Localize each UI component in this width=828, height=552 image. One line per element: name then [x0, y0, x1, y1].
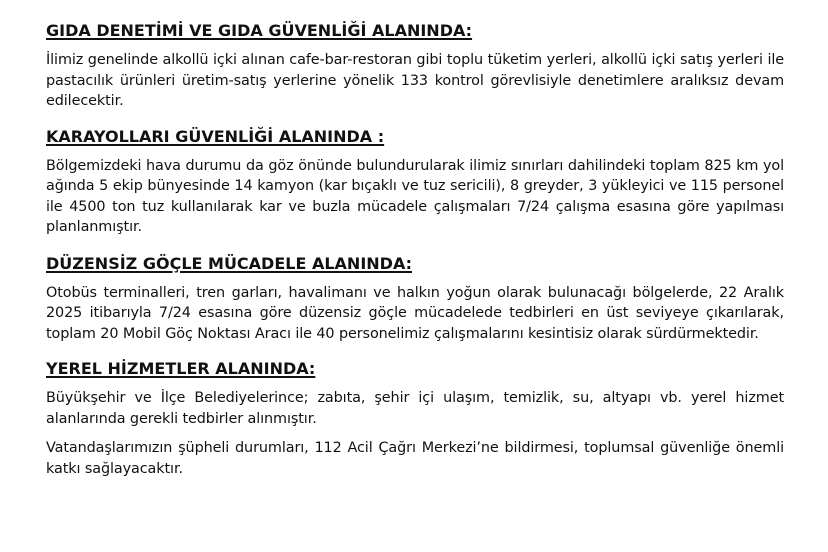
section-heading: KARAYOLLARI GÜVENLİĞİ ALANINDA :: [46, 126, 385, 146]
section-irregular-migration: [46, 253, 784, 345]
section-heading: DÜZENSİZ GÖÇLE MÜCADELE ALANINDA:: [46, 253, 413, 273]
section-heading: GIDA DENETİMİ VE GIDA GÜVENLİĞİ ALANINDA:: [46, 21, 473, 40]
section-local-services: [46, 358, 784, 479]
section-paragraph: Vatandaşlarımızın şüpheli durumları, 112 Acil Çağrı Merkezi’ne bildirmesi, toplumsal güvenliğe önemli katkı sağlayacaktır.: [46, 440, 784, 477]
section-paragraph: Büyükşehir ve İlçe Belediyelerince; zabıta, şehir içi ulaşım, temizlik, su, altyapı vb. yerel hizmet alanlarında gerekli tedbirler alınmıştır.: [46, 390, 784, 427]
section-food-safety: [46, 20, 784, 112]
section-heading: YEREL HİZMETLER ALANINDA:: [46, 359, 316, 378]
section-paragraph: İlimiz genelinde alkollü içki alınan cafe-bar-restoran gibi toplu tüketim yerleri, alkollü içki satış yerleri ile pastacılık ürünleri üretim-satış yerlerine yönelik 133 kontrol görevlisiyle denetimlere aralıksız devam edilecektir.: [46, 52, 784, 109]
section-road-safety: [46, 126, 784, 238]
section-paragraph: Otobüs terminalleri, tren garları, havalimanı ve halkın yoğun olarak bulunacağı bölgelerde, 22 Aralık 2025 itibarıyla 7/24 esasına göre düzensiz göçle mücadelede tedbirleri en üst seviyeye çıkarılarak, toplam 20 Mobil Göç Noktası Aracı ile 40 personelimiz çalışmalarını kesintisiz olarak sürdürmektedir.: [46, 284, 784, 342]
document-page: [46, 20, 784, 479]
section-paragraph: Bölgemizdeki hava durumu da göz önünde bulundurularak ilimiz sınırları dahilindeki toplam 825 km yol ağında 5 ekip bünyesinde 14 kamyon (kar bıçaklı ve tuz sericili), 8 greyder, 3 yükleyici ve 115 personel ile 4500 ton tuz kullanılarak kar ve buzla mücadele çalışmaları 7/24 çalışma esasına göre yapılması planlanmıştır.: [46, 157, 784, 235]
